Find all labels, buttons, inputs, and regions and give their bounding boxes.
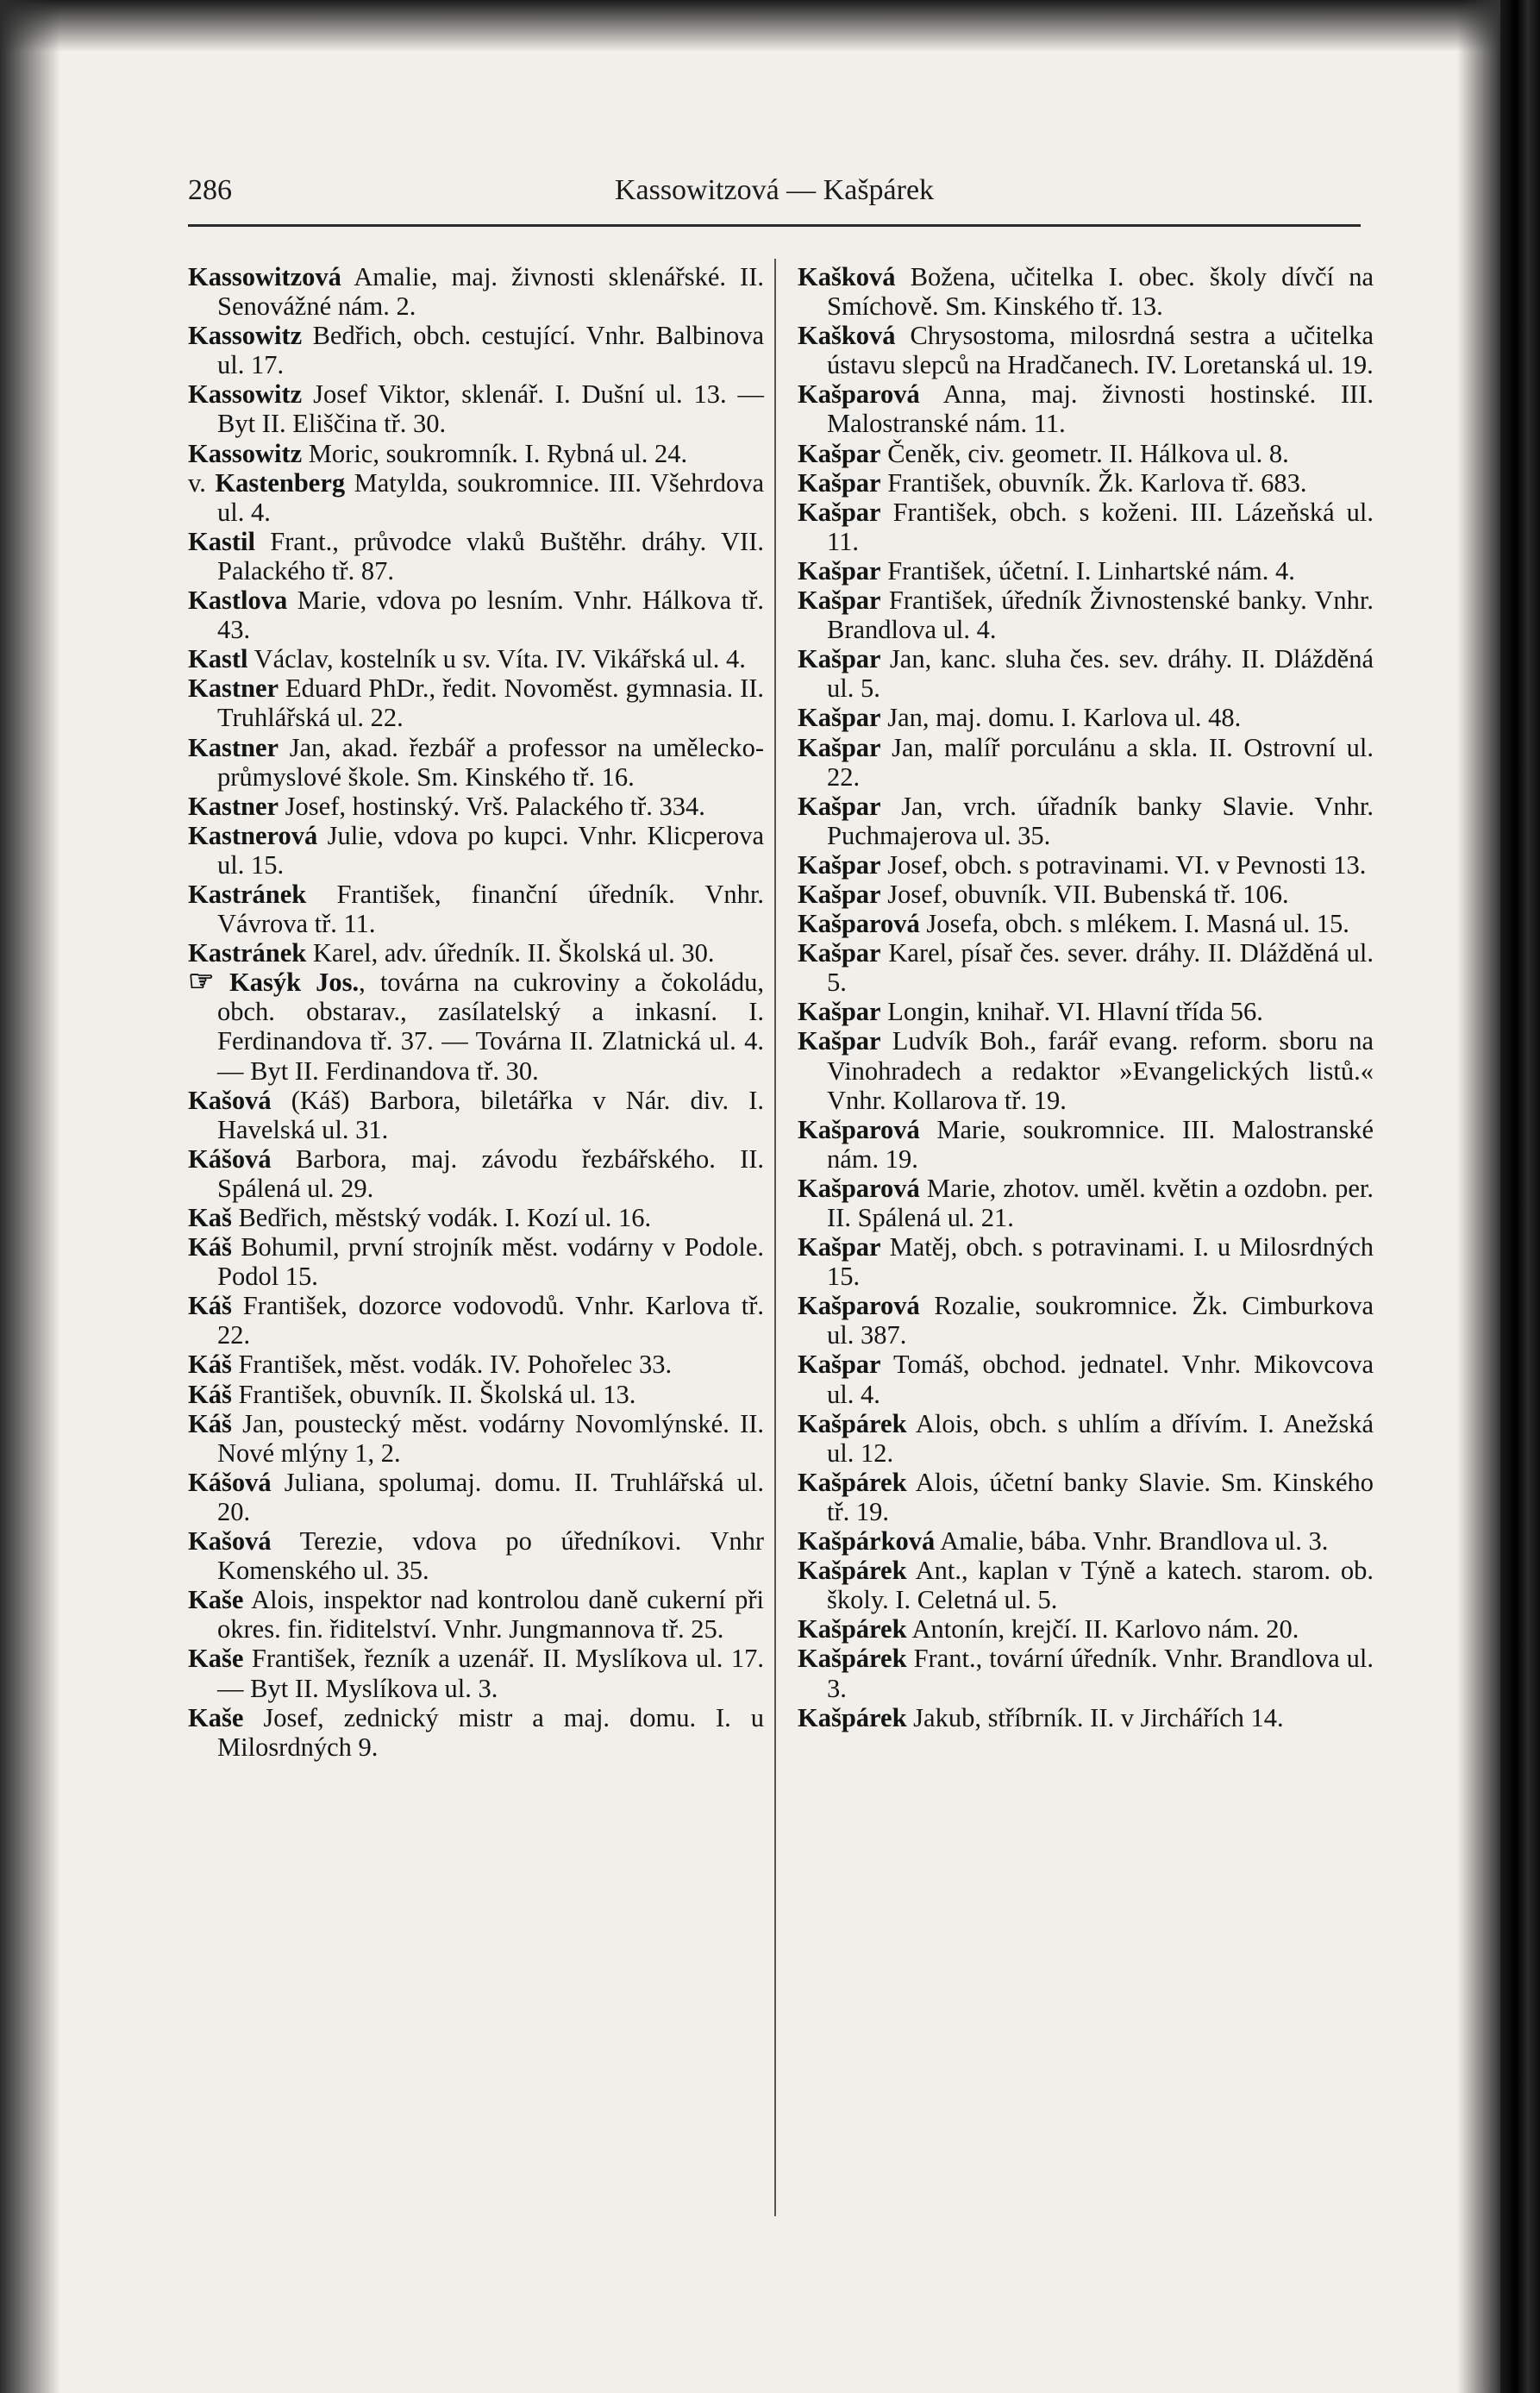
entry-details: Alois, obch. s uhlím a dřívím. I. Anežská ul. 12.	[827, 1408, 1374, 1468]
directory-entry	[188, 586, 764, 644]
entry-surname: Káš	[188, 1291, 232, 1321]
entry-surname: Káš	[188, 1232, 232, 1262]
entry-details: Marie, vdova po lesním. Vnhr. Hálkova tř. 43.	[217, 586, 764, 645]
right-column	[798, 262, 1374, 1732]
directory-entry	[188, 439, 764, 468]
entry-details: František, obch. s koženi. III. Lázeňská ul. 11.	[827, 497, 1374, 556]
entry-details: Matylda, soukromnice. III. Všehrdova ul. 4.	[217, 467, 764, 527]
entry-details: Bedřich, obch. cestující. Vnhr. Balbinova ul. 17.	[217, 321, 765, 380]
directory-entry	[188, 527, 764, 586]
directory-entry	[188, 262, 764, 321]
entry-surname: Kasýk Jos.	[229, 968, 360, 998]
directory-entry	[188, 1203, 764, 1232]
directory-entry	[798, 379, 1374, 438]
directory-entry	[798, 1644, 1374, 1702]
entry-surname: Káš	[188, 1379, 232, 1409]
entry-details: Ant., kaplan v Týně a katech. starom. ob. školy. I. Celetná ul. 5.	[827, 1556, 1374, 1615]
entry-details: Jan, poustecký měst. vodárny Novomlýnské. II. Nové mlýny 1, 2.	[217, 1408, 765, 1468]
directory-entry	[798, 644, 1374, 703]
entry-surname: Kassowitz	[188, 438, 303, 468]
entry-surname: Kašpárek	[798, 1556, 907, 1586]
entry-surname: Kašparová	[798, 1173, 920, 1203]
entry-surname: Kastránek	[188, 938, 307, 968]
entry-details: Ludvík Boh., farář evang. reform. sboru na Vinohradech a redaktor »Evangelických listů.« Vnhr. Kollarova tř. 19.	[827, 1026, 1374, 1115]
directory-entry	[188, 733, 764, 792]
entry-surname: Kašková	[798, 262, 896, 291]
directory-entry	[188, 1086, 764, 1144]
entry-surname: Kašpar	[798, 467, 881, 498]
directory-entry	[798, 1232, 1374, 1291]
directory-entry	[798, 1468, 1374, 1526]
directory-entry	[798, 1350, 1374, 1408]
column-divider	[774, 259, 776, 2216]
entry-surname: Kaš	[188, 1203, 232, 1232]
entry-surname: Kassowitz	[188, 379, 303, 410]
directory-entry	[798, 850, 1374, 880]
entry-details: Marie, soukromnice. III. Malostranské nám. 19.	[827, 1114, 1374, 1174]
entry-surname: Kašpar	[798, 1232, 881, 1262]
directory-entry	[798, 262, 1374, 321]
entry-surname: Kašpárek	[798, 1408, 907, 1438]
directory-entry	[798, 997, 1374, 1026]
entry-details: Moric, soukromník. I. Rybná ul. 24.	[308, 438, 688, 468]
entry-details: Julie, vdova po kupci. Vnhr. Klicperova ul. 15.	[217, 820, 764, 880]
entry-details: Amalie, maj. živnosti sklenářské. II. Senovážné nám. 2.	[217, 262, 764, 322]
entry-details: Marie, zhotov. uměl. květin a ozdobn. per. II. Spálená ul. 21.	[827, 1173, 1374, 1232]
directory-entry	[188, 1232, 764, 1291]
entry-surname: Káš	[188, 1408, 232, 1438]
entry-details: Josef, zednický mistr a maj. domu. I. u Milosrdných 9.	[217, 1702, 764, 1762]
entry-surname: Kašpar	[798, 644, 881, 674]
entry-surname: Kaše	[188, 1644, 244, 1674]
directory-entry	[798, 1614, 1374, 1644]
directory-entry	[798, 1409, 1374, 1468]
entry-details: František, měst. vodák. IV. Pohořelec 33.	[238, 1350, 673, 1380]
directory-entry	[188, 1380, 764, 1409]
directory-entry	[798, 1026, 1374, 1114]
directory-entry	[188, 792, 764, 821]
entry-details: Alois, inspektor nad kontrolou daně cukerní při okres. fin. řiditelství. Vnhr. Jungmannova tř. 25.	[217, 1585, 764, 1644]
entry-details: Jan, malíř porculánu a skla. II. Ostrovní ul. 22.	[827, 732, 1374, 792]
entry-surname: Kastil	[188, 526, 255, 556]
entry-surname: Kašpárek	[798, 1702, 907, 1732]
entry-surname: Kassowitz	[188, 321, 303, 351]
book-binding-edge	[1500, 0, 1540, 2393]
directory-entry	[798, 880, 1374, 909]
entry-surname: Kašpar	[798, 997, 881, 1027]
entry-details: Čeněk, civ. geometr. II. Hálkova ul. 8.	[887, 438, 1289, 468]
entry-surname: Kašpar	[798, 732, 881, 762]
entry-details: Eduard PhDr., ředit. Novoměst. gymnasia. II. Truhlářská ul. 22.	[217, 673, 765, 733]
scan-shadow-top	[0, 0, 1500, 52]
entry-surname: Kastnerová	[188, 820, 318, 850]
entry-details: Václav, kostelník u sv. Víta. IV. Vikářská ul. 4.	[254, 644, 746, 674]
entry-details: Frant., tovární úředník. Vnhr. Brandlova ul. 3.	[827, 1644, 1374, 1703]
directory-entry	[188, 821, 764, 880]
entry-surname: Kašpar	[798, 879, 881, 909]
entry-details: Bedřich, městský vodák. I. Kozí ul. 16.	[238, 1203, 652, 1232]
entry-details: Jan, maj. domu. I. Karlova ul. 48.	[887, 703, 1242, 733]
entry-surname: Kašpar	[798, 1350, 881, 1380]
directory-entry	[188, 1350, 764, 1379]
entry-details: Božena, učitelka I. obec. školy dívčí na Smíchově. Sm. Kinského tř. 13.	[827, 262, 1374, 322]
pointing-hand-icon: ☞	[188, 966, 215, 999]
entry-details: Frant., průvodce vlaků Buštěhr. dráhy. VII. Palackého tř. 87.	[217, 526, 765, 586]
directory-entry	[188, 1644, 764, 1702]
directory-entry	[188, 1585, 764, 1644]
directory-entry	[188, 644, 764, 673]
directory-entry	[798, 909, 1374, 938]
entry-details: Antonín, krejčí. II. Karlovo nám. 20.	[911, 1614, 1299, 1644]
entry-details: Karel, adv. úředník. II. Školská ul. 30.	[312, 938, 715, 968]
entry-details: Juliana, spolumaj. domu. II. Truhlářská ul. 20.	[217, 1467, 764, 1526]
entry-surname: Kašparová	[798, 1114, 920, 1144]
entry-details: Chrysostoma, milosrdná sestra a učitelka ústavu slepců na Hradčanech. IV. Loretanská ul. 19.	[827, 321, 1374, 380]
entry-surname: Kašparová	[798, 909, 920, 939]
entry-surname: Kašová	[188, 1526, 272, 1557]
entry-surname: Kašpárková	[798, 1526, 936, 1557]
directory-entry	[798, 556, 1374, 586]
entry-surname: Kašpar	[798, 586, 881, 616]
entry-details: František, účetní. I. Linhartské nám. 4.	[887, 555, 1295, 586]
entry-details: František, řezník a uzenář. II. Myslíkova ul. 17. — Byt II. Myslíkova ul. 3.	[217, 1644, 764, 1703]
entry-details: Jan, kanc. sluha čes. sev. dráhy. II. Dlážděná ul. 5.	[827, 644, 1374, 704]
entry-details: František, úředník Živnostenské banky. Vnhr. Brandlova ul. 4.	[827, 586, 1374, 645]
page-number: 286	[188, 174, 232, 206]
entry-surname: Kašpar	[798, 849, 881, 880]
running-title: Kassowitzová — Kašpárek	[614, 174, 935, 206]
directory-entry	[798, 321, 1374, 379]
entry-surname: Kašpar	[798, 703, 881, 733]
entry-details: Rozalie, soukromnice. Žk. Cimburkova ul. 387.	[827, 1291, 1374, 1350]
directory-entry	[798, 703, 1374, 732]
directory-entry	[188, 1703, 764, 1762]
directory-entry	[188, 1468, 764, 1526]
directory-entry	[798, 586, 1374, 644]
directory-entry	[798, 733, 1374, 792]
directory-entry	[798, 1703, 1374, 1732]
entry-details: Longin, knihař. VI. Hlavní třída 56.	[887, 997, 1263, 1027]
directory-entry	[798, 439, 1374, 468]
entry-surname: Kašpárek	[798, 1644, 907, 1674]
entry-surname: Kašpar	[798, 497, 881, 527]
entry-surname: Kašpar	[798, 791, 881, 821]
entry-details: Matěj, obch. s potravinami. I. u Milosrdných 15.	[827, 1232, 1374, 1292]
directory-entry	[188, 1409, 764, 1468]
directory-entry	[798, 468, 1374, 498]
entry-surname: Kašpárek	[798, 1467, 907, 1497]
entry-details: Amalie, bába. Vnhr. Brandlova ul. 3.	[940, 1526, 1329, 1557]
entry-details: (Káš) Barbora, biletářka v Nár. div. I. Havelská ul. 31.	[217, 1085, 765, 1144]
entry-surname: Kaše	[188, 1702, 244, 1732]
entry-details: Bohumil, první strojník měst. vodárny v Podole. Podol 15.	[217, 1232, 764, 1292]
left-column	[188, 262, 764, 1762]
entry-surname: Kášová	[188, 1467, 272, 1497]
entry-details: Josef, hostinský. Vrš. Palackého tř. 334.	[285, 791, 705, 821]
page-header	[188, 174, 1361, 217]
scan-shadow-left	[0, 0, 60, 2393]
directory-entry	[798, 792, 1374, 850]
entry-surname: Kašpárek	[798, 1614, 907, 1644]
entry-surname: Kastner	[188, 673, 279, 704]
header-rule	[188, 224, 1361, 227]
directory-entry	[798, 938, 1374, 997]
directory-entry	[188, 968, 764, 1085]
directory-entry	[188, 1526, 764, 1585]
directory-entry	[188, 379, 764, 438]
entry-surname: Kašparová	[798, 1291, 920, 1321]
directory-entry	[798, 1115, 1374, 1174]
entry-surname: Kašpar	[798, 555, 881, 586]
scan-shadow-right	[1457, 0, 1500, 2393]
directory-entry	[188, 673, 764, 732]
entry-details: Terezie, vdova po úředníkovi. Vnhr Komenského ul. 35.	[217, 1526, 765, 1586]
entry-details: František, obuvník. Žk. Karlova tř. 683.	[887, 467, 1307, 498]
entry-details: Josef, obch. s potravinami. VI. v Pevnosti 13.	[887, 849, 1367, 880]
directory-entry	[188, 1144, 764, 1203]
entry-surname: Kášová	[188, 1143, 272, 1174]
entry-details: Jan, akad. řezbář a professor na umělecko-průmyslové škole. Sm. Kinského tř. 16.	[217, 732, 765, 792]
directory-entry	[188, 938, 764, 968]
directory-entry	[798, 1174, 1374, 1232]
directory-entry	[188, 880, 764, 938]
entry-surname: Kastl	[188, 644, 248, 674]
entry-details: Josef, obuvník. VII. Bubenská tř. 106.	[887, 879, 1289, 909]
entry-surname: Káš	[188, 1350, 232, 1380]
entry-surname: Kaše	[188, 1585, 244, 1615]
entry-details: Josefa, obch. s mlékem. I. Masná ul. 15.	[926, 909, 1349, 939]
entry-details: Alois, účetní banky Slavie. Sm. Kinského tř. 19.	[827, 1467, 1374, 1526]
entry-details: , továrna na cukroviny a čokoládu, obch. obstarav., zasílatelský a inkasní. I. Ferdinandova tř. 37. — Továrna II. Zlatnická ul. 4. — Byt II. Ferdinandova tř. 30.	[217, 968, 764, 1086]
entry-surname: Kašpar	[798, 938, 881, 968]
directory-entry	[188, 321, 764, 379]
entry-surname: Kastlova	[188, 586, 288, 616]
entry-details: Tomáš, obchod. jednatel. Vnhr. Mikovcova ul. 4.	[827, 1350, 1374, 1409]
entry-prefix: v.	[188, 467, 206, 498]
entry-surname: Kašková	[798, 321, 896, 351]
entry-surname: Kašparová	[798, 379, 920, 410]
entry-surname: Kašpar	[798, 1026, 881, 1056]
entry-details: Barbora, maj. závodu řezbářského. II. Spálená ul. 29.	[217, 1143, 765, 1203]
directory-entry	[798, 1556, 1374, 1614]
entry-surname: Kassowitzová	[188, 262, 341, 291]
directory-entry	[188, 468, 764, 527]
entry-details: Anna, maj. živnosti hostinské. III. Malostranské nám. 11.	[827, 379, 1374, 439]
entry-details: František, obuvník. II. Školská ul. 13.	[238, 1379, 636, 1409]
entry-details: Karel, písař čes. sever. dráhy. II. Dlážděná ul. 5.	[827, 938, 1374, 998]
directory-entry	[188, 1291, 764, 1350]
directory-entry	[798, 1291, 1374, 1350]
entry-details: František, dozorce vodovodů. Vnhr. Karlova tř. 22.	[217, 1291, 765, 1350]
entry-surname: Kastenberg	[215, 467, 346, 498]
entry-surname: Kastner	[188, 732, 279, 762]
entry-surname: Kastner	[188, 791, 279, 821]
entry-details: Jakub, stříbrník. II. v Jirchářích 14.	[913, 1702, 1284, 1732]
entry-details: Josef Viktor, sklenář. I. Dušní ul. 13. — Byt II. Eliščina tř. 30.	[217, 379, 764, 439]
entry-details: Jan, vrch. úřadník banky Slavie. Vnhr. Puchmajerova ul. 35.	[827, 791, 1374, 850]
directory-entry	[798, 1526, 1374, 1556]
entry-surname: Kastránek	[188, 879, 307, 909]
entry-details: František, finanční úředník. Vnhr. Vávrova tř. 11.	[217, 879, 764, 939]
directory-entry	[798, 498, 1374, 556]
entry-surname: Kašpar	[798, 438, 881, 468]
entry-surname: Kašová	[188, 1085, 272, 1115]
